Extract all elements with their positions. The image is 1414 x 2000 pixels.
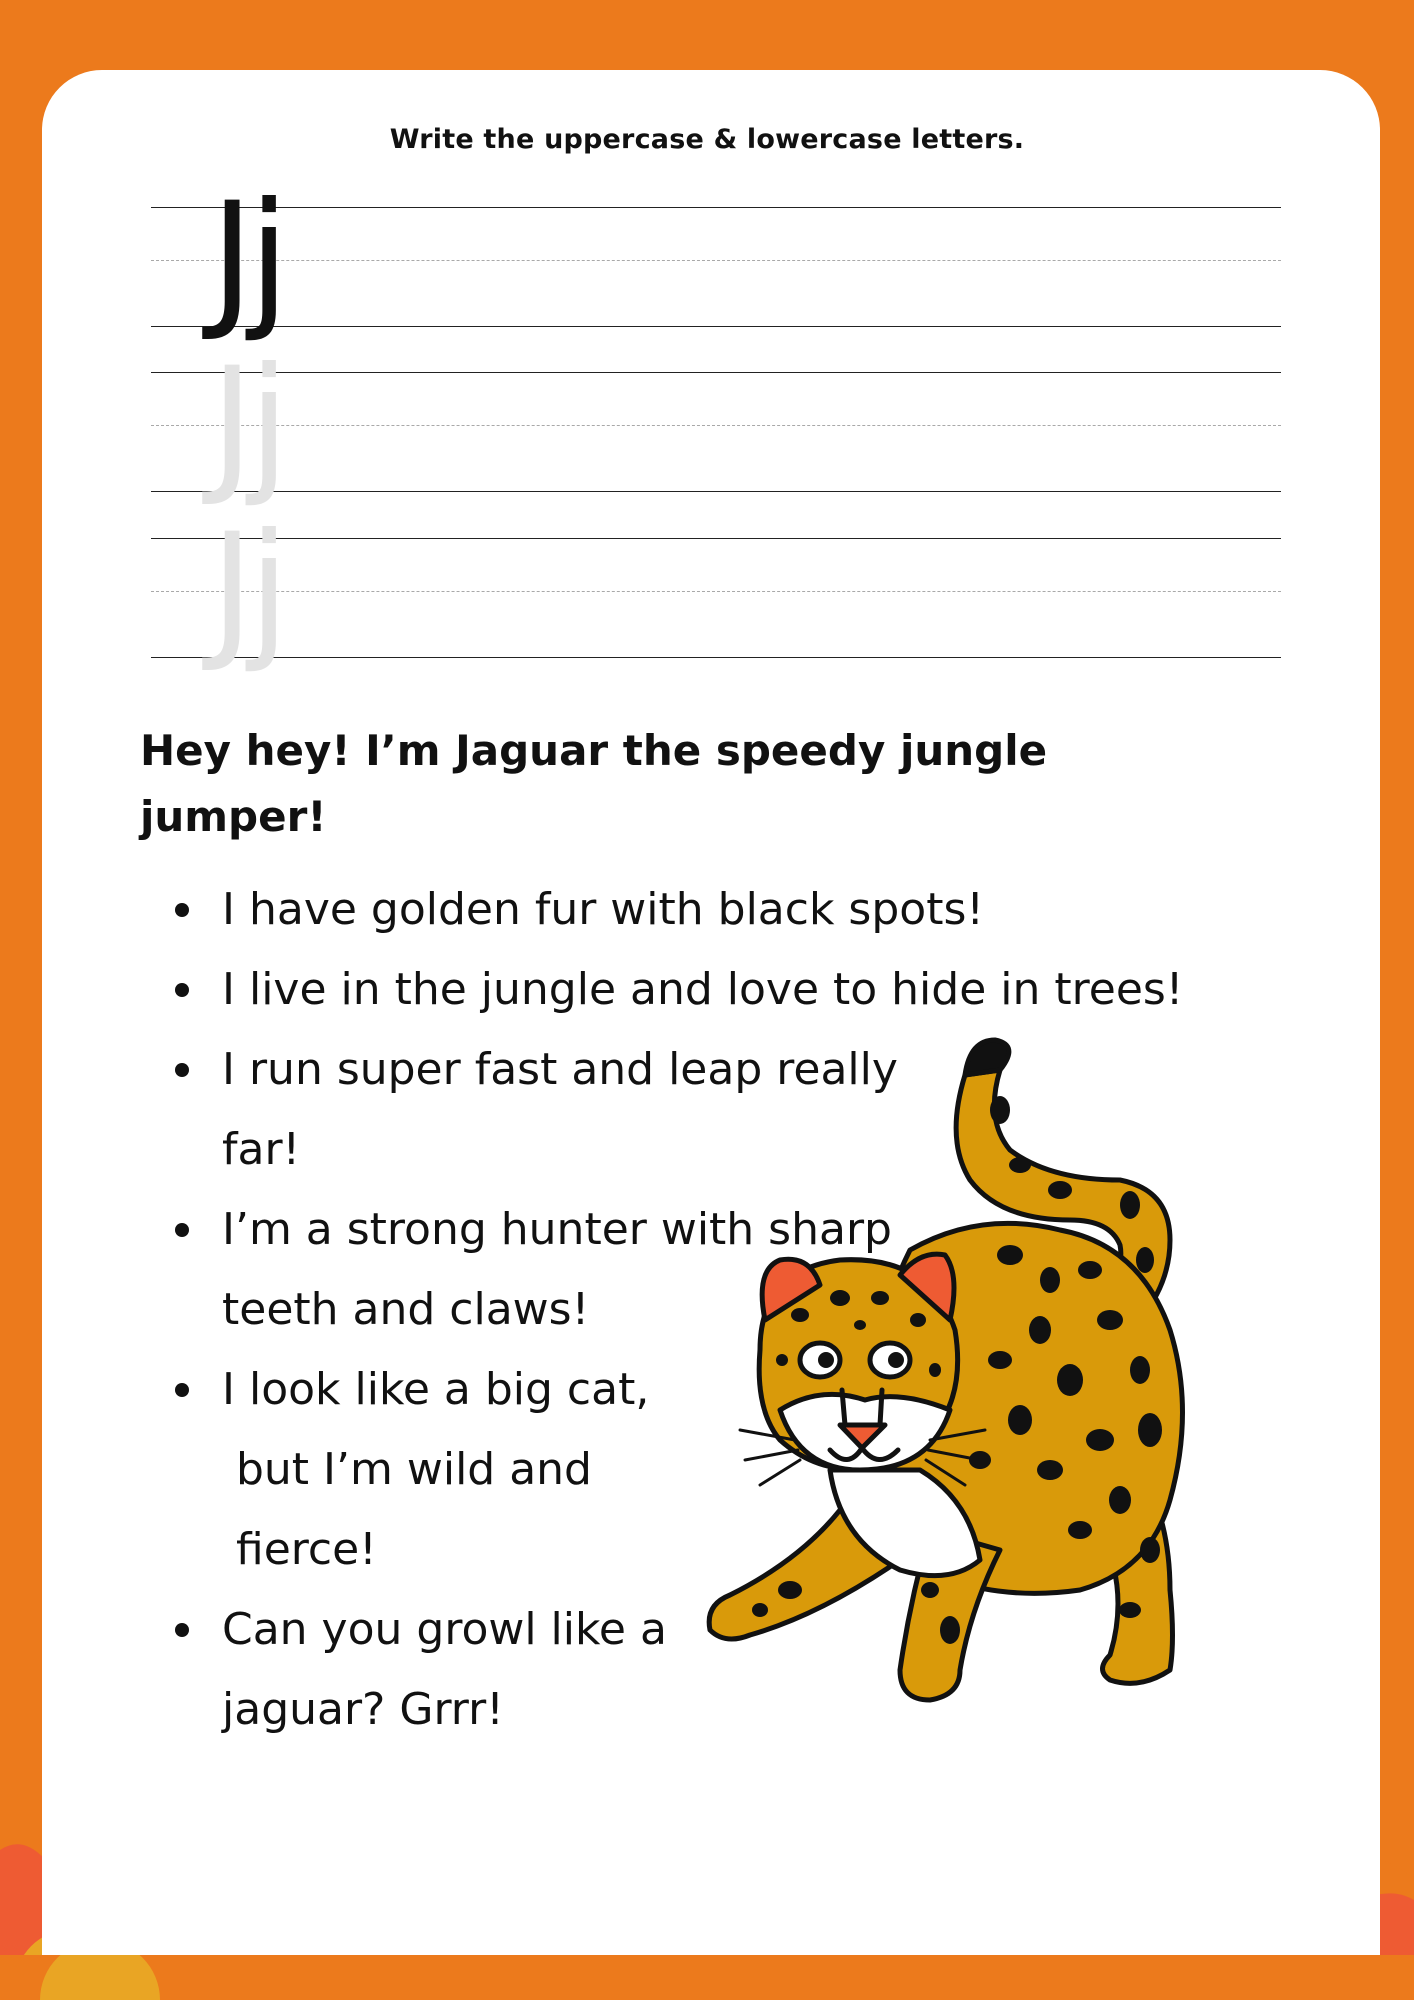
fact-text: I run super fast and leap really [222,1044,898,1095]
fact-text: I’m a strong hunter with sharp [222,1204,892,1255]
trace-letters: Jj [210,502,284,676]
mid-dashed-line [151,260,1281,261]
heading-line: jumper! [140,792,327,841]
fact-text: jaguar? Grrr! [222,1684,504,1735]
fact-text: I look like a big cat, [222,1364,650,1415]
base-line [151,326,1281,327]
top-line [151,207,1281,208]
fact-text: far! [222,1124,301,1175]
fact-text: teeth and claws! [222,1284,590,1335]
trace-letters: Jj [210,336,284,510]
bullet-icon [175,1063,189,1077]
bullet-icon [175,983,189,997]
fact-text: Can you growl like a [222,1604,667,1655]
list-item [140,870,1183,950]
intro-heading [140,718,1140,850]
bullet-icon [175,903,189,917]
jaguar-tail-tip [965,1040,1009,1075]
bullet-icon [175,1623,189,1637]
bullet-icon [175,1223,189,1237]
model-letters: Jj [210,171,284,345]
top-line [151,372,1281,373]
top-line [151,538,1281,539]
fact-text: but I’m wild and [222,1444,592,1495]
writing-row-3[interactable] [151,502,1281,676]
mid-dashed-line [151,591,1281,592]
writing-row-2[interactable] [151,336,1281,510]
base-line [151,491,1281,492]
heading-line: Hey hey! I’m Jaguar the speedy jungle [140,726,1048,775]
fact-text: I live in the jungle and love to hide in trees! [222,964,1184,1015]
fact-text: I have golden fur with black spots! [222,884,985,935]
writing-row-1 [151,171,1281,345]
jaguar-illustration [700,1030,1280,1750]
mid-dashed-line [151,425,1281,426]
list-item [140,950,1183,1030]
base-line [151,657,1281,658]
fact-text: fierce! [222,1524,377,1575]
bullet-icon [175,1383,189,1397]
instruction-text: Write the uppercase & lowercase letters. [389,124,1025,155]
